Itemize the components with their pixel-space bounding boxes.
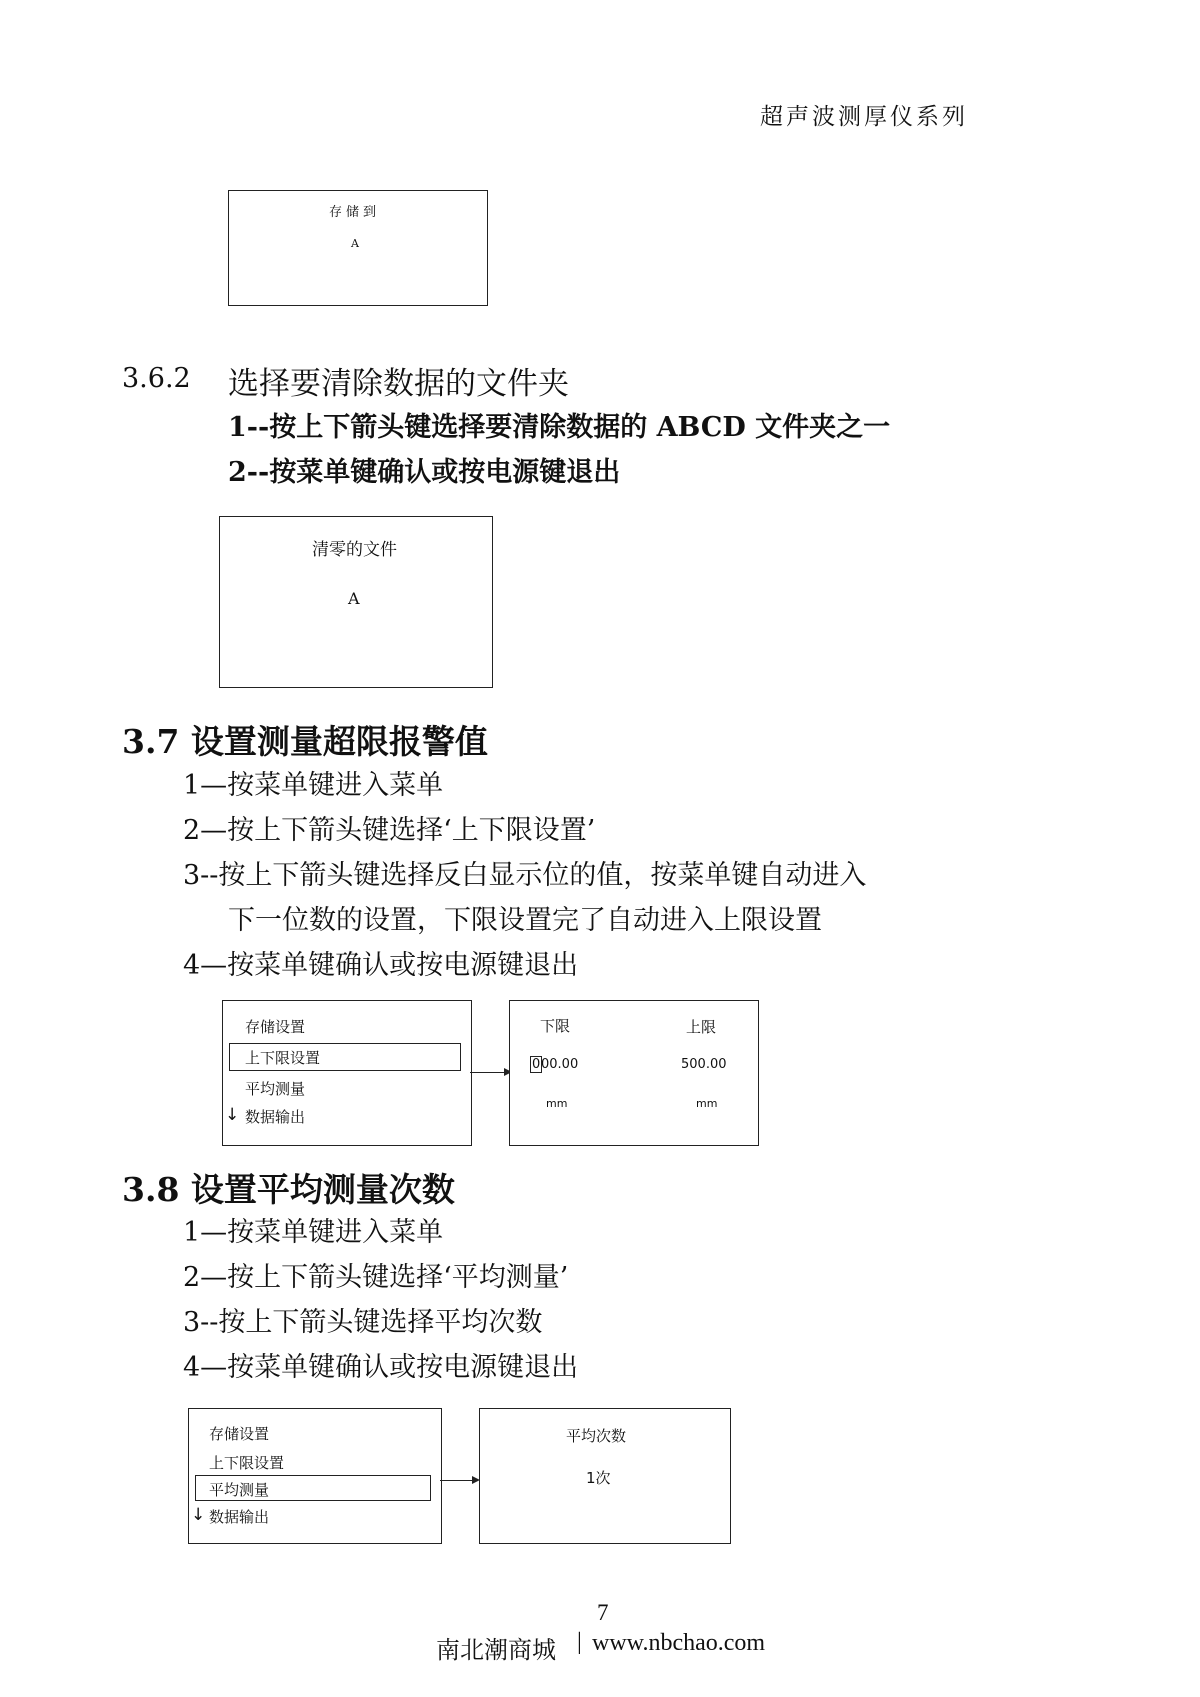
clear-file-value: A [348, 589, 364, 608]
average-count-value: 1次 [586, 1469, 611, 1487]
page-number: 7 [597, 1600, 609, 1625]
footer-separator: | [577, 1629, 582, 1655]
section-38-title: 3.8 设置平均测量次数 [122, 1170, 455, 1209]
average-count-screen [479, 1408, 731, 1544]
section-37-step-3-cont: 下一位数的设置，下限设置完了自动进入上限设置 [228, 905, 822, 936]
lower-limit-unit: mm [546, 1097, 568, 1110]
section-362-step-2: 2--按菜单键确认或按电源键退出 [228, 457, 621, 488]
store-to-value: A [351, 237, 363, 250]
series-title: 超声波测厚仪系列 [760, 104, 968, 130]
menu-screen-average [188, 1408, 442, 1544]
menu-item-limits: 上下限设置 [245, 1049, 321, 1067]
average-count-title: 平均次数 [566, 1427, 627, 1445]
upper-limit-value: 500.00 [681, 1057, 727, 1072]
limits-screen [509, 1000, 759, 1146]
menu-screen-limits [222, 1000, 472, 1146]
lower-limit-value: 00.00 [541, 1057, 579, 1072]
section-37-step-3: 3--按上下箭头键选择反白显示位的值，按菜单键自动进入 [183, 860, 867, 891]
section-37-title: 3.7 设置测量超限报警值 [122, 722, 488, 761]
menu-item-average: 平均测量 [245, 1080, 306, 1098]
section-38-step-3: 3--按上下箭头键选择平均次数 [183, 1307, 543, 1338]
section-38-step-4: 4—按菜单键确认或按电源键退出 [183, 1352, 579, 1383]
scroll-down-icon: ↓ [191, 1505, 206, 1525]
menu-item-storage: 存储设置 [209, 1425, 270, 1443]
section-38-step-1: 1—按菜单键进入菜单 [183, 1217, 444, 1248]
lower-limit-cursor-digit[interactable]: 0 [532, 1057, 541, 1072]
menu-item-limits: 上下限设置 [209, 1454, 285, 1472]
section-37-step-1: 1—按菜单键进入菜单 [183, 770, 444, 801]
store-to-title: 存储到 [329, 205, 381, 220]
upper-limit-label: 上限 [686, 1018, 717, 1036]
section-362-step-1: 1--按上下箭头键选择要清除数据的 ABCD 文件夹之一 [228, 412, 891, 443]
clear-file-screen [219, 516, 493, 688]
clear-file-title: 清零的文件 [312, 540, 397, 560]
menu-item-data-output: 数据输出 [209, 1508, 270, 1526]
section-362-title: 选择要清除数据的文件夹 [228, 366, 569, 402]
section-362-number: 3.6.2 [122, 363, 191, 394]
menu-item-storage: 存储设置 [245, 1018, 306, 1036]
menu-item-average: 平均测量 [209, 1481, 270, 1499]
footer-site-name: 南北潮商城 [436, 1638, 556, 1664]
scroll-down-icon: ↓ [225, 1105, 240, 1125]
section-37-step-4: 4—按菜单键确认或按电源键退出 [183, 950, 579, 981]
footer-url[interactable]: www.nbchao.com [592, 1630, 766, 1656]
lower-limit-label: 下限 [540, 1017, 571, 1035]
menu-item-data-output: 数据输出 [245, 1108, 306, 1126]
section-37-step-2: 2—按上下箭头键选择‘上下限设置’ [183, 815, 596, 846]
store-to-screen [228, 190, 488, 306]
section-38-step-2: 2—按上下箭头键选择‘平均测量’ [183, 1262, 569, 1293]
upper-limit-unit: mm [696, 1097, 718, 1110]
